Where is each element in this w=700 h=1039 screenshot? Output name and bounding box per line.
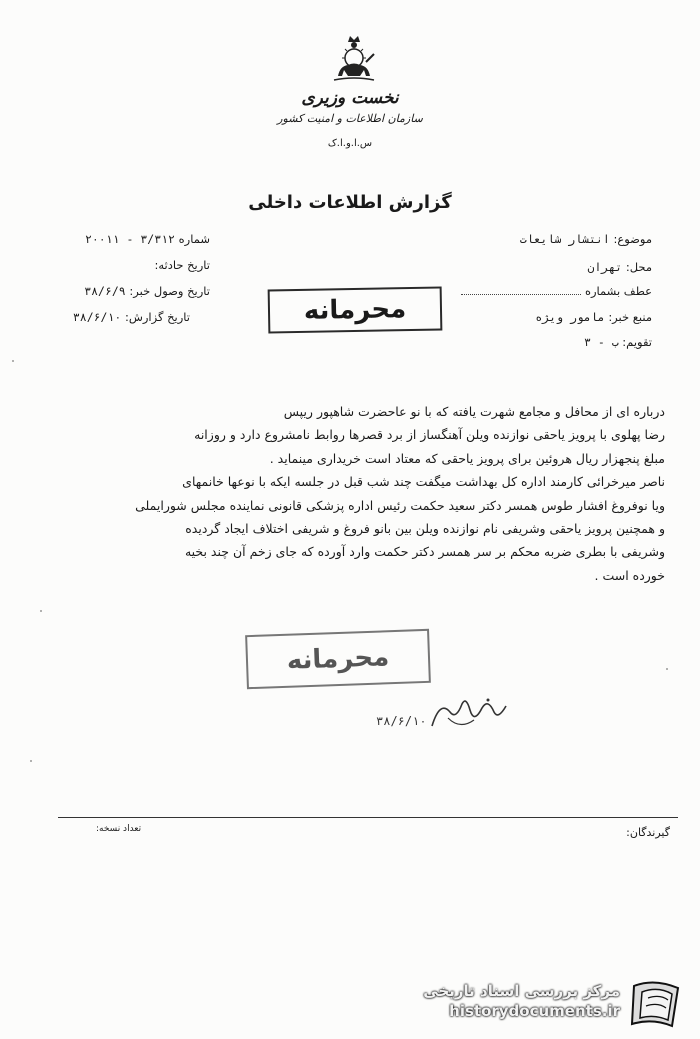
evaluation-label: تقویم: [622,335,652,349]
evaluation-value: ب - ۳ [584,335,619,349]
confidential-stamp-bottom: محرمانه [245,629,431,689]
subject-value: انتشار شایعات [519,232,610,246]
signature-date: ۳۸/۶/۱۰ [376,714,427,728]
location-value: تهران [587,260,623,274]
received-date-field [28,284,210,298]
reference-dotted-line [461,292,581,295]
source-field [535,310,652,324]
incident-date-field [60,258,210,272]
watermark-branding [414,978,690,1032]
subject-label: موضوع: [613,232,652,246]
report-date-value: ۳۸/۶/۱۰ [72,310,122,324]
body-line: و همچنین پرویز یاحقی وشریفی نام نوازنده ویلن بین بانو فروغ و شریفی اختلاف ایجاد گردیده [185,521,665,537]
report-number-label: شماره [178,232,210,246]
body-line: مبلغ پنجهزار ریال هروئین برای پرویز یاحقی که معتاد است خریداری مینماید . [269,450,665,466]
report-title: گزارش اطلاعات داخلی [248,192,452,213]
body-line: خورده است . [594,567,665,583]
source-label: منبع خبر: [608,310,652,324]
reference-field [461,284,652,298]
scan-speck [30,760,32,762]
brand-url: historydocuments.ir [449,1002,620,1020]
body-line: وشریفی با بطری ضربه محکم بر سر همسر دکتر حکمت وارد آورده که جای زخم آن چند بخیه [184,544,665,560]
report-date-field [20,310,190,324]
department-code: س.ا.و.ا.ک [327,138,373,149]
copies-label: تعداد نسخه: [96,824,142,834]
report-date-label: تاریخ گزارش: [124,310,190,324]
scan-speck [40,610,42,612]
confidential-stamp-top: محرمانه [268,286,443,333]
scan-speck [12,360,14,362]
recipients-label: گیرندگان: [626,826,670,839]
lion-and-sun-emblem-icon [330,32,378,84]
report-number-field [60,232,210,246]
received-date-label: تاریخ وصول خبر: [129,284,210,298]
scan-speck [666,668,668,670]
book-logo-icon [628,978,686,1032]
report-body [40,400,665,587]
source-value: مامور ویژه [535,310,605,324]
received-date-value: ۳۸/۶/۹ [84,284,126,298]
brand-name: مرکز بررسی اسناد تاریخی [423,982,620,1000]
incident-date-label: تاریخ حادثه: [154,258,210,272]
body-line: ناصر میرخرائی کارمند اداره کل بهداشت میگفت چند شب قبل در جلسه ایکه با نوعها خانمهای [182,474,665,490]
body-line: درباره ای از محافل و مجامع شهرت یافته که با نو عاحضرت شاهپور ریپس [283,404,665,419]
body-line: رضا پهلوی با پرویز یاحقی نوازنده ویلن آهنگساز از برد قصرها روابط نامشروع دارد و روزانه [194,427,665,443]
evaluation-field [584,335,652,349]
reference-label: عطف بشماره [584,284,652,298]
report-number-value: ۳/۳۱۲ - ۲۰۰۱۱ [84,232,175,246]
subject-field [520,232,652,246]
location-field [588,260,652,274]
location-label: محل: [625,260,652,274]
body-line: ویا نوفروغ افشار طوس همسر دکتر سعید حکمت رئیس اداره پزشکی قانونی نماینده مجلس شورایملی [135,497,665,513]
ministry-title: نخست وزیری [301,88,399,108]
organization-name: سازمان اطلاعات و امنیت کشور [277,112,423,125]
footer-divider [58,817,678,818]
